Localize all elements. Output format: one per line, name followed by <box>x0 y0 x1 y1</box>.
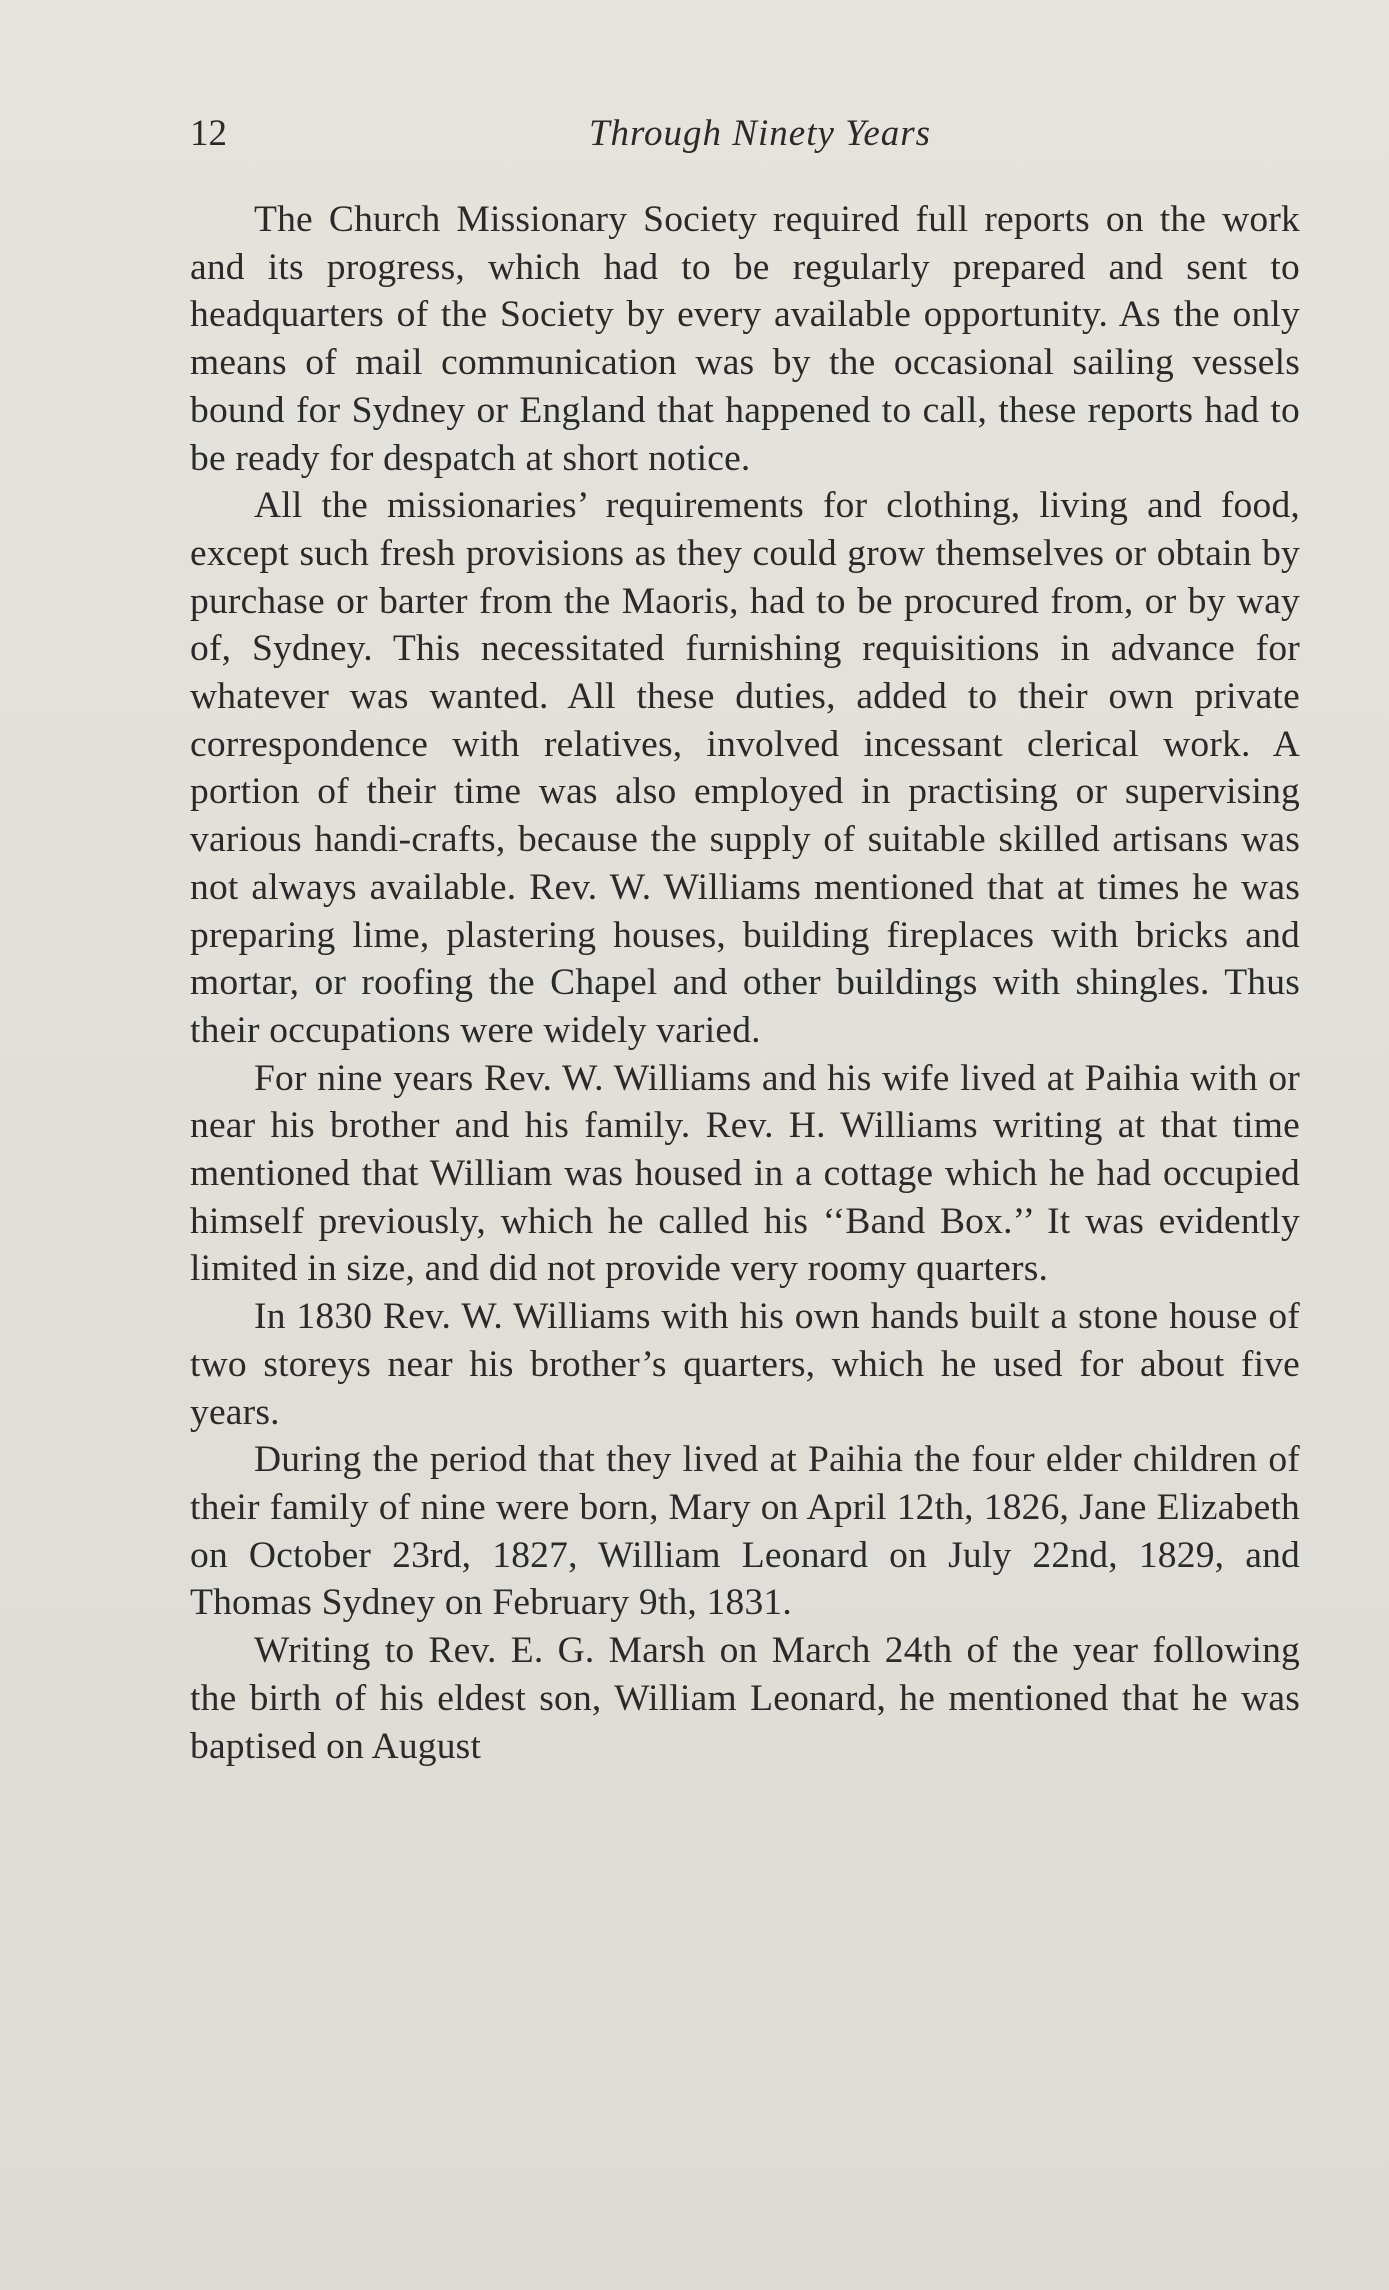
paragraph: The Church Missionary Society required full reports on the work and its progress, which had to be regularly prepared and sent to headquarters of the Society by every available opportunity. As the only means of mail communication was by the occasional sailing vessels bound for Sydney or England that happened to call, these reports had to be ready for despatch at short notice. <box>190 199 1300 479</box>
paragraph: During the period that they lived at Paihia the four elder children of their family of nine were born, Mary on April 12th, 1826, Jane Elizabeth on October 23rd, 1827, William Leonard on July 22nd, 1829, and Thomas Sydney on February 9th, 1831. <box>190 1439 1300 1624</box>
paragraph: All the missionaries’ requirements for clothing, living and food, except such fresh provisions as they could grow themselves or obtain by purchase or barter from the Maoris, had to be procured from, or by way of, Sydney. This necessitated furnishing requisitions in advance for whatever was wanted. All these duties, added to their own private correspondence with relatives, involved incessant clerical work. A portion of their time was also employed in practising or supervising various handi-crafts, because the supply of suitable skilled artisans was not always available. Rev. W. Williams mentioned that at times he was preparing lime, plastering houses, building fireplaces with bricks and mortar, or roofing the Chapel and other buildings with shingles. Thus their occupations were widely varied. <box>190 485 1300 1051</box>
paragraph: Writing to Rev. E. G. Marsh on March 24th of the year following the birth of his eldest son, William Leonard, he mentioned that he was baptised on August <box>190 1630 1300 1767</box>
page-header <box>190 112 1300 162</box>
page-number: 12 <box>190 113 227 154</box>
running-title: Through Ninety Years <box>588 113 932 154</box>
paragraph: In 1830 Rev. W. Williams with his own hands built a stone house of two storeys near his brother’s quarters, which he used for about five years. <box>190 1296 1300 1433</box>
body-text <box>190 196 1300 1770</box>
paragraph: For nine years Rev. W. Williams and his wife lived at Paihia with or near his brother and his family. Rev. H. Williams writing at that time mentioned that William was housed in a cottage which he had occupied himself previously, which he called his ‘‘Band Box.’’ It was evidently limited in size, and did not provide very roomy quarters. <box>190 1057 1300 1290</box>
